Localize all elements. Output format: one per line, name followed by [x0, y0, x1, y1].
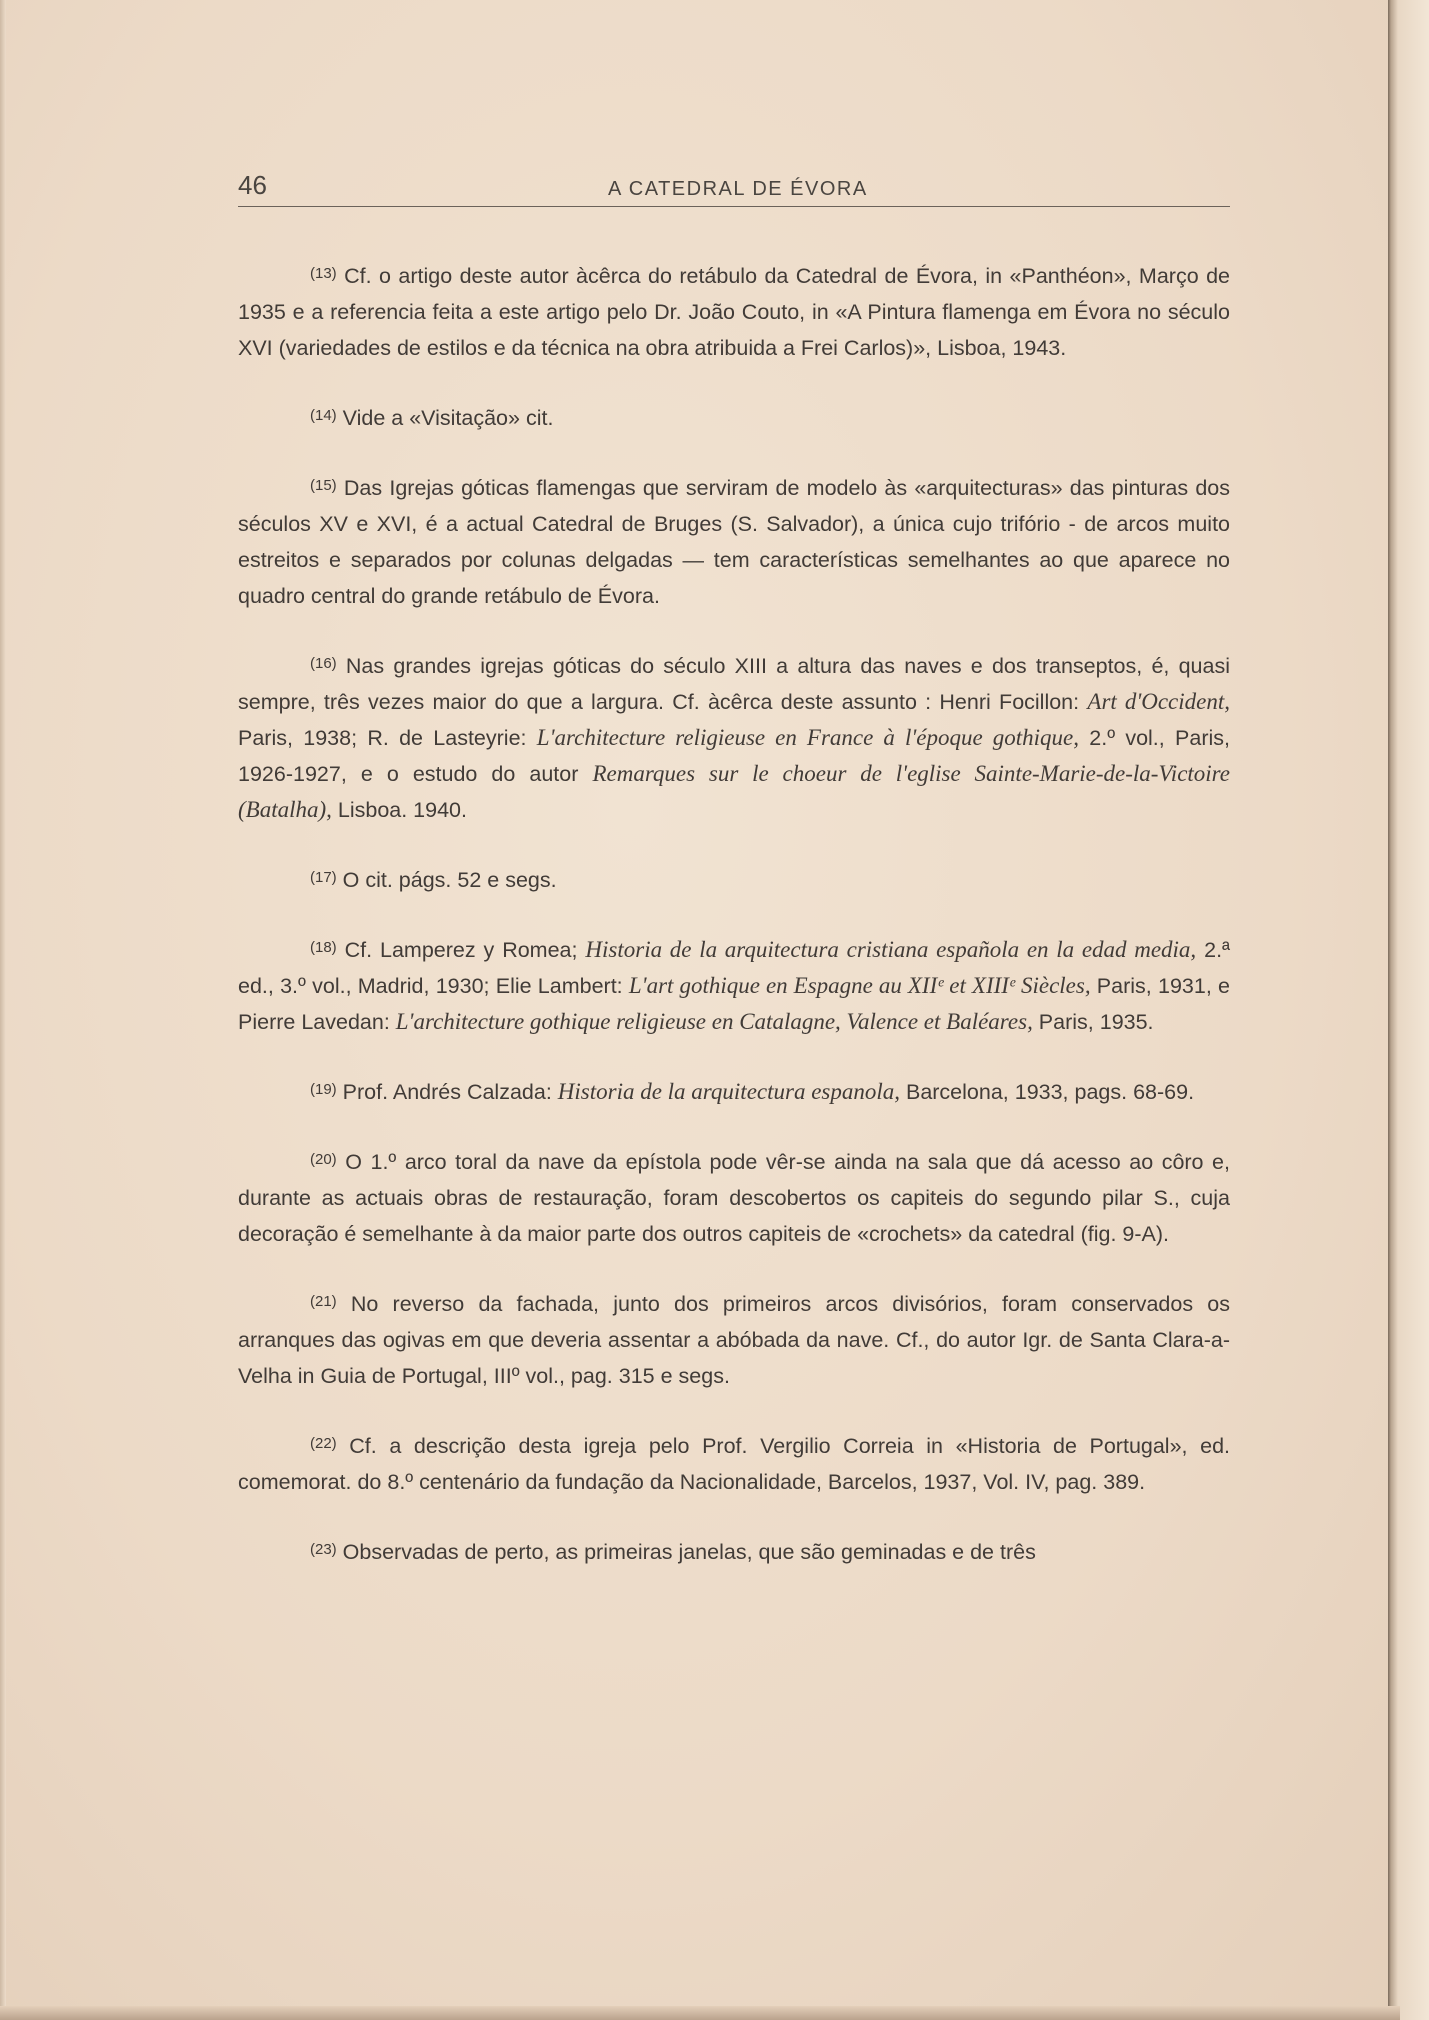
- footnote-mark: (17): [310, 869, 337, 886]
- footnote-text: Lisboa. 1940.: [331, 798, 467, 822]
- footnote-text: Cf. o artigo deste autor àcêrca do retábulo da Catedral de Évora, in «Panthéon», Março de 1935 e a referencia feita a este artigo pelo Dr. João Couto, in «A Pintura flamenga em Évora no século XVI (variedades de estilos e da técnica na obra atribuida a Frei Carlos)», Lisboa, 1943.: [238, 264, 1230, 360]
- footnote-21: [238, 1284, 1230, 1394]
- footnote-text: Paris, 1931, e Pierre Lavedan:: [238, 974, 1230, 1034]
- footnote-mark: (22): [310, 1435, 337, 1452]
- footnote-italic-title: L'architecture religieuse en France à l'époque gothique,: [536, 725, 1079, 750]
- footnote-text: Das Igrejas góticas flamengas que serviram de modelo às «arquitecturas» das pinturas dos séculos XV e XVI, é a actual Catedral de Bruges (S. Salvador), a única cujo trifório - de arcos muito estreitos e separados por colunas delgadas — tem características semelhantes ao que aparece no quadro central do grande retábulo de Évora.: [238, 476, 1230, 608]
- footnote-mark: (14): [310, 407, 337, 424]
- footnote-text: Nas grandes igrejas góticas do século XIII a altura das naves e dos transeptos, é, quasi sempre, três vezes maior do que a largura. Cf. àcêrca deste assunto : Henri Focillon:: [238, 654, 1230, 714]
- footnote-15: [238, 468, 1230, 614]
- footnote-mark: (21): [310, 1293, 337, 1310]
- footnote-text: Observadas de perto, as primeiras janelas, que são geminadas e de três: [336, 1540, 1036, 1564]
- page-number: 46: [238, 170, 267, 200]
- footnote-16: [238, 646, 1230, 828]
- footnote-22: [238, 1426, 1230, 1500]
- footnote-17: [238, 860, 1230, 898]
- footnote-13: [238, 256, 1230, 366]
- footnote-text: Barcelona, 1933, pags. 68-69.: [900, 1080, 1195, 1104]
- footnote-mark: (16): [310, 655, 337, 672]
- footnote-mark: (15): [310, 477, 337, 494]
- footnote-italic-title: L'architecture gothique religieuse en Catalagne, Valence et Baléares,: [395, 1009, 1033, 1034]
- footnote-mark: (23): [310, 1541, 337, 1558]
- footnote-mark: (19): [310, 1081, 337, 1098]
- page-header: [238, 170, 1230, 210]
- footnote-text: Prof. Andrés Calzada:: [336, 1080, 558, 1104]
- footnote-text: 2.ª ed., 3.º vol., Madrid, 1930; Elie Lambert:: [238, 938, 1230, 998]
- footnote-italic-title: Historia de la arquitectura espanola,: [557, 1079, 900, 1104]
- footnote-text: O 1.º arco toral da nave da epístola pode vêr-se ainda na sala que dá acesso ao côro e, durante as actuais obras de restauração, foram descobertos os capiteis do segundo pilar S., cuja decoração é semelhante à da maior parte dos outros capiteis de «crochets» da catedral (fig. 9-A).: [238, 1150, 1230, 1246]
- page-left-edge: [0, 0, 6, 2020]
- header-rule: [238, 206, 1230, 207]
- footnote-text: 2.º vol., Paris, 1926-1927, e o estudo do autor: [238, 726, 1230, 786]
- footnote-19: [238, 1072, 1230, 1110]
- footnote-text: Paris, 1935.: [1032, 1010, 1154, 1034]
- page-right-edge: [1388, 0, 1429, 2020]
- footnote-italic-title: Remarques sur le choeur de l'eglise Sainte-Marie-de-la-Victoire (Batalha),: [238, 761, 1230, 822]
- footnote-text: No reverso da fachada, junto dos primeiros arcos divisórios, foram conservados os arranques das ogivas em que deveria assentar a abóbada da nave. Cf., do autor Igr. de Santa Clara-a-Velha in Guia de Portugal, IIIº vol., pag. 315 e segs.: [238, 1292, 1230, 1388]
- footnote-italic-title: L'art gothique en Espagne au XIIᵉ et XIIIᵉ Siècles,: [628, 973, 1091, 998]
- footnote-text: Vide a «Visitação» cit.: [336, 406, 554, 430]
- footnote-18: [238, 930, 1230, 1040]
- footnote-14: [238, 398, 1230, 436]
- footnote-mark: (20): [310, 1151, 337, 1168]
- footnote-20: [238, 1142, 1230, 1252]
- footnote-mark: (13): [310, 265, 337, 282]
- footnote-italic-title: Historia de la arquitectura cristiana española en la edad media,: [585, 937, 1197, 962]
- running-title: A CATEDRAL DE ÉVORA: [608, 178, 868, 200]
- footnote-italic-title: Art d'Occident,: [1087, 689, 1231, 714]
- footnote-text: Cf. a descrição desta igreja pelo Prof. Vergilio Correia in «Historia de Portugal», ed. comemorat. do 8.º centenário da fundação da Nacionalidade, Barcelos, 1937, Vol. IV, pag. 389.: [238, 1434, 1230, 1494]
- page-bottom-edge: [0, 2006, 1400, 2020]
- footnote-text: Cf. Lamperez y Romea;: [336, 938, 586, 962]
- footnote-23: [238, 1532, 1230, 1570]
- footnotes: [238, 256, 1230, 1570]
- footnote-mark: (18): [310, 939, 337, 956]
- footnote-text: Paris, 1938; R. de Lasteyrie:: [238, 726, 537, 750]
- footnote-text: O cit. págs. 52 e segs.: [336, 868, 557, 892]
